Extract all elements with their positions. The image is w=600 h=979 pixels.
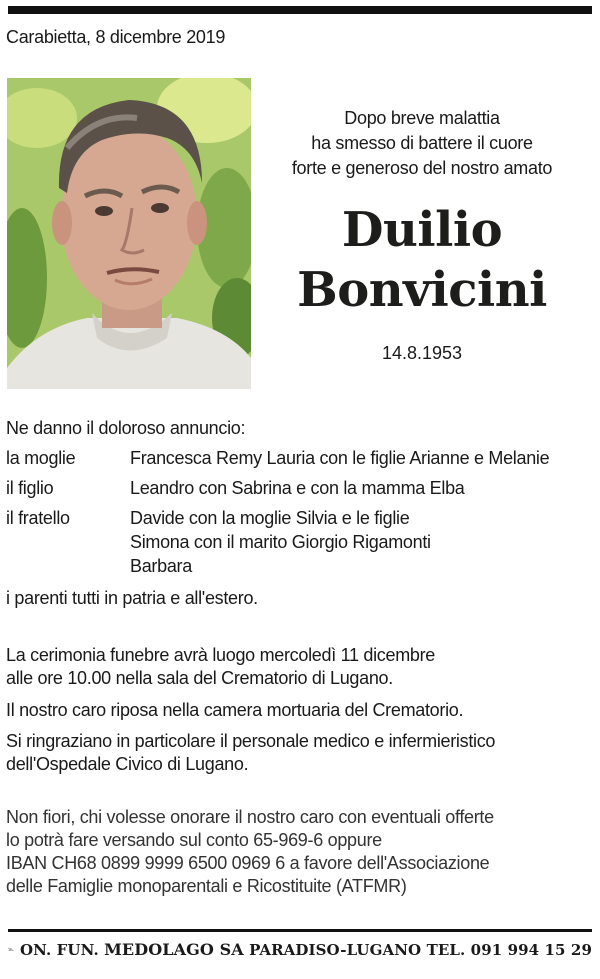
footer-phone: 091 994 15 29	[470, 940, 592, 959]
footer-location: PARADISO-LUGANO	[249, 940, 422, 959]
place-date: Carabietta, 8 dicembre 2019	[6, 27, 226, 47]
thanks-line: dell'Ospedale Civico di Lugano.	[6, 754, 249, 774]
portrait-photo-icon	[7, 78, 251, 389]
footer	[8, 934, 592, 964]
donation-line: IBAN CH68 0899 9999 6500 0969 6 a favore dell'Associazione	[6, 853, 490, 873]
family-name-line: Simona con il marito Giorgio Rigamonti	[130, 532, 431, 552]
family-relation: il figlio	[6, 478, 54, 498]
footer-text	[20, 940, 592, 959]
donation-line: lo potrà fare versando sul conto 65-969-6 oppure	[6, 830, 382, 850]
family-name-line: Francesca Remy Lauria con le figlie Arianne e Melanie	[130, 448, 550, 468]
birth-date: 14.8.1953	[381, 343, 463, 363]
donation-line: delle Famiglie monoparentali e Ricostituite (ATFMR)	[6, 876, 407, 896]
announcement-heading: Ne danno il doloroso annuncio:	[6, 418, 246, 438]
family-names	[130, 476, 596, 500]
intro-line: ha smesso di battere il cuore	[311, 133, 533, 153]
footer-tel-label: TEL.	[426, 940, 466, 959]
family-row	[6, 446, 596, 470]
portrait-photo	[7, 78, 251, 389]
thanks-line: Si ringraziano in particolare il personale medico e infermieristico	[6, 731, 496, 751]
deceased-first-name: Duilio	[341, 202, 503, 258]
family-name-line: Leandro con Sabrina e con la mamma Elba	[130, 478, 465, 498]
intro-line: forte e generoso del nostro amato	[291, 158, 553, 178]
footer-company: MEDOLAGO SA	[104, 939, 244, 959]
family-relation: il fratello	[6, 508, 70, 528]
deceased-last-name: Bonvicini	[297, 262, 547, 318]
relatives-line: i parenti tutti in patria e all'estero.	[6, 588, 258, 608]
family-row	[6, 476, 596, 500]
rest-paragraph: Il nostro caro riposa nella camera mortuaria del Crematorio.	[6, 700, 464, 720]
donation-paragraph	[6, 806, 596, 898]
family-relation: la moglie	[6, 448, 76, 468]
family-row	[6, 506, 596, 578]
thanks-paragraph	[6, 730, 596, 776]
family-names	[130, 446, 596, 470]
ceremony-paragraph	[6, 644, 596, 690]
family-list	[6, 446, 596, 584]
funeral-home-logo-icon	[8, 936, 14, 962]
footer-prefix: ON. FUN.	[20, 940, 99, 959]
ceremony-line: La cerimonia funebre avrà luogo mercoledì 11 dicembre	[6, 645, 436, 665]
family-name-line: Davide con la moglie Silvia e le figlie	[130, 508, 410, 528]
intro-line: Dopo breve malattia	[344, 108, 500, 128]
top-rule	[8, 6, 592, 14]
ceremony-line: alle ore 10.00 nella sala del Crematorio di Lugano.	[6, 668, 393, 688]
intro-text	[272, 106, 572, 181]
bottom-rule	[8, 929, 592, 932]
donation-line: Non fiori, chi volesse onorare il nostro caro con eventuali offerte	[6, 807, 494, 827]
family-name-line: Barbara	[130, 556, 192, 576]
family-names	[130, 506, 596, 578]
